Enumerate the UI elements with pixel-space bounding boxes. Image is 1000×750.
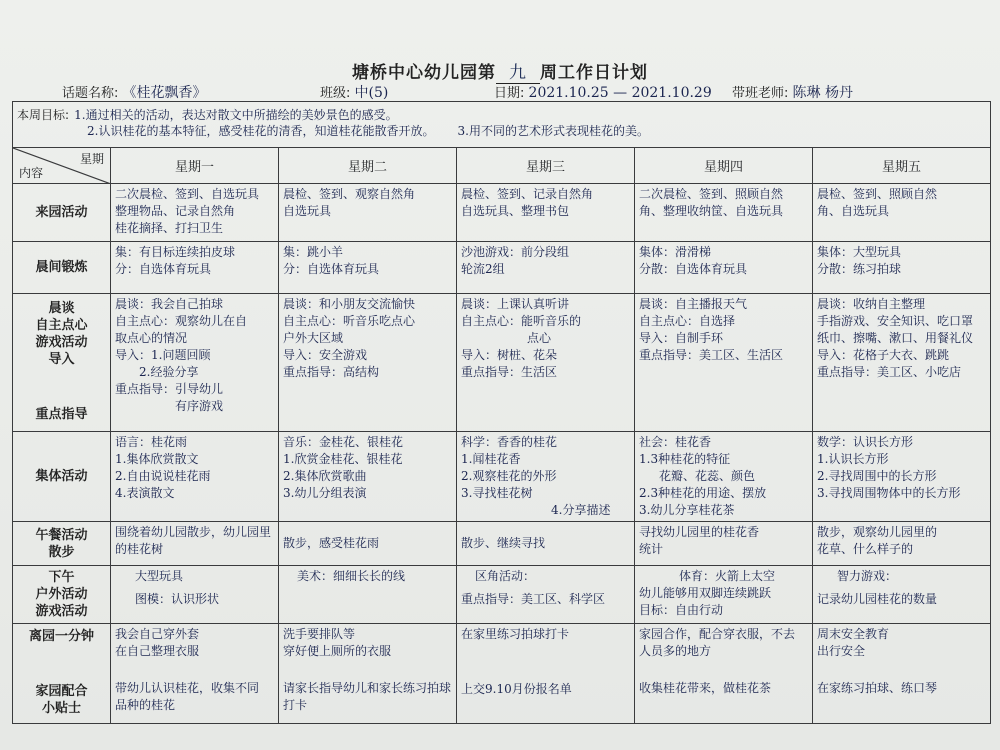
cell-text-line: 角、整理收纳筐、自选玩具 [639, 204, 784, 218]
cell-text-line: 导入：树桩、花朵 [461, 348, 558, 362]
cell-text-line: 点心 [527, 331, 552, 345]
cell-morning-wed [457, 294, 635, 432]
cell-afternoon-tue [279, 566, 457, 624]
cell-text-line: 重点指导：生活区 [461, 365, 558, 379]
cell-text-line: 纸巾、擦嘴、漱口、用餐礼仪 [817, 331, 974, 345]
cell-text-line: 2.自由说说桂花雨 [115, 469, 211, 483]
goal-2: 2.认识桂花的基本特征，感受桂花的清香，知道桂花能散香开放。 [87, 124, 435, 138]
cell-text-line: 散步，感受桂花雨 [283, 536, 380, 550]
cell-morning-mon [111, 294, 279, 432]
goals-label: 本周目标: [17, 108, 70, 122]
cell-text-line: 有序游戏 [175, 399, 224, 413]
cell-afternoon-fri [813, 566, 991, 624]
topic-field [62, 82, 207, 102]
cell-group-tue [279, 432, 457, 522]
label-home-tips [13, 683, 110, 717]
cell-text-line: 上交9.10月份报名单 [461, 682, 572, 696]
cell-lunch-tue [279, 522, 457, 566]
cell-text-line: 体育：火箭上太空 [679, 569, 776, 583]
title-suffix: 周工作日计划 [540, 63, 648, 83]
class-field [320, 82, 388, 102]
cell-lunch-thu [635, 522, 813, 566]
cell-text-line: 带幼儿认识桂花，收集不同 [115, 681, 260, 695]
class-label: 班级: [320, 86, 351, 101]
cell-text-line: 2.经验分享 [139, 365, 199, 379]
cell-text-line: 1.欣赏金桂花、银桂花 [283, 452, 403, 466]
cell-text-line: 游戏活动 [35, 604, 88, 619]
label-focus: 重点指导 [35, 407, 88, 422]
cell-text-line: 1.认识长方形 [817, 452, 889, 466]
cell-text-line: 重点指导：美工区、科学区 [461, 592, 606, 606]
date-field [494, 82, 712, 101]
cell-text-line: 3.幼儿分组表演 [283, 486, 367, 500]
cell-text-line: 分散：自选体育玩具 [639, 262, 748, 276]
page-title [0, 58, 1000, 84]
label-arrival: 来园活动 [13, 184, 111, 242]
cell-text-line: 散步，观察幼儿园里的 [817, 525, 938, 539]
row-exercise [13, 242, 991, 294]
cell-text-line: 桂花摘择、打扫卫生 [115, 221, 224, 235]
cell-text-line: 晨谈：上课认真听讲 [461, 297, 570, 311]
cell-departure-fri [813, 624, 991, 724]
label-departure [13, 624, 111, 724]
day-wednesday: 星期三 [457, 148, 635, 184]
cell-text-line: 出行安全 [817, 644, 866, 658]
cell-afternoon-mon [111, 566, 279, 624]
cell-text-line: 目标：自由行动 [639, 603, 724, 617]
date-value: 2021.10.25 — 2021.10.29 [528, 85, 712, 101]
cell-exercise-fri [813, 242, 991, 294]
cell-text-line: 晨谈 [48, 301, 75, 316]
cell-text-line: 散步、继续寻找 [461, 536, 546, 550]
cell-text-line: 自选玩具、整理书包 [461, 204, 570, 218]
cell-text-line: 图模：认识形状 [135, 592, 220, 606]
cell-text-line: 散步 [48, 544, 75, 560]
cell-text-line: 3.寻找桂花树 [461, 486, 533, 500]
day-tuesday: 星期二 [279, 148, 457, 184]
cell-text-line: 取点心的情况 [115, 331, 188, 345]
topic-value: 《桂花飘香》 [122, 85, 207, 101]
label-group: 集体活动 [13, 432, 111, 522]
cell-text-line: 穿好便上厕所的衣服 [283, 644, 392, 658]
cell-text-line: 自主点心：观察幼儿在自 [115, 314, 248, 328]
topic-label: 话题名称: [62, 86, 119, 101]
cell-text-line: 在家里练习拍球打卡 [461, 627, 570, 641]
corner-cell [13, 148, 111, 184]
cell-group-thu [635, 432, 813, 522]
goal-3: 3.用不同的艺术形式表现桂花的美。 [457, 124, 649, 138]
cell-text-line: 自主点心：能听音乐的 [461, 314, 582, 328]
cell-text-line: 的桂花树 [115, 542, 164, 556]
cell-text-line: 晨谈：收纳自主整理 [817, 297, 926, 311]
cell-text-line: 4.表演散文 [115, 486, 175, 500]
teacher-field [732, 82, 853, 102]
cell-text-line: 自主点心：自选择 [639, 314, 736, 328]
cell-morning-thu [635, 294, 813, 432]
goals-row [13, 102, 991, 148]
cell-text-line: 轮流2组 [461, 262, 505, 276]
cell-text-line: 整理物品、记录自然角 [115, 204, 236, 218]
cell-arrival-tue [279, 184, 457, 242]
cell-text-line: 二次晨检、签到、照顾自然 [639, 187, 784, 201]
cell-text-line: 大型玩具 [135, 569, 184, 583]
cell-text-line: 美术：细细长长的线 [297, 569, 406, 583]
label-lunch [13, 522, 111, 566]
cell-text-line: 手指游戏、安全知识、吃口罩 [817, 314, 974, 328]
cell-morning-tue [279, 294, 457, 432]
cell-lunch-mon [111, 522, 279, 566]
cell-departure-tue [279, 624, 457, 724]
week-number: 九 [496, 58, 540, 84]
cell-exercise-tue [279, 242, 457, 294]
cell-afternoon-wed [457, 566, 635, 624]
cell-text-line: 沙池游戏：前分段组 [461, 245, 570, 259]
cell-text-line: 3.寻找周围物体中的长方形 [817, 486, 961, 500]
cell-text-line: 重点指导：美工区、小吃店 [817, 365, 962, 379]
cell-text-line: 收集桂花带来，做桂花茶 [639, 681, 772, 695]
day-friday: 星期五 [813, 148, 991, 184]
cell-text-line: 晨谈：自主播报天气 [639, 297, 748, 311]
cell-departure-thu [635, 624, 813, 724]
cell-text-line: 音乐：金桂花、银桂花 [283, 435, 404, 449]
cell-text-line: 集体：滑滑梯 [639, 245, 712, 259]
cell-text-line: 离园一分钟 [28, 629, 94, 644]
goals-cell [13, 102, 991, 148]
cell-afternoon-thu [635, 566, 813, 624]
cell-text-line: 户外活动 [35, 587, 88, 602]
cell-text-line: 语言：桂花雨 [115, 435, 188, 449]
row-lunch [13, 522, 991, 566]
cell-text-line: 花草、什么样子的 [817, 542, 914, 556]
cell-group-wed [457, 432, 635, 522]
cell-arrival-mon [111, 184, 279, 242]
cell-text-line: 社会：桂花香 [639, 435, 712, 449]
cell-text-line: 晨检、签到、观察自然角 [283, 187, 416, 201]
cell-text-line: 统计 [639, 542, 664, 556]
cell-text-line: 重点指导：高结构 [283, 365, 380, 379]
cell-arrival-fri [813, 184, 991, 242]
cell-text-line: 3.幼儿分享桂花茶 [639, 503, 735, 517]
cell-morning-fri [813, 294, 991, 432]
cell-lunch-wed [457, 522, 635, 566]
cell-text-line: 角、自选玩具 [817, 204, 890, 218]
cell-text-line: 重点指导：引导幼儿 [115, 382, 224, 396]
cell-text-line: 2.集体欣赏歌曲 [283, 469, 367, 483]
day-monday: 星期一 [111, 148, 279, 184]
cell-text-line: 集：有目标连续拍皮球 [115, 245, 236, 259]
cell-text-line: 导入：1.问题回顾 [115, 348, 211, 362]
cell-text-line: 晨谈：和小朋友交流愉快 [283, 297, 416, 311]
cell-text-line: 集体：大型玩具 [817, 245, 902, 259]
cell-text-line: 晨检、签到、记录自然角 [461, 187, 594, 201]
cell-text-line: 导入：自制手环 [639, 331, 724, 345]
cell-text-line: 分散：练习拍球 [817, 262, 902, 276]
cell-text-line: 1.集体欣赏散文 [115, 452, 199, 466]
cell-text-line: 二次晨检、签到、自选玩具 [115, 187, 260, 201]
cell-exercise-mon [111, 242, 279, 294]
label-morning [13, 294, 111, 432]
cell-text-line: 自主点心 [35, 318, 88, 333]
class-value: 中(5) [354, 85, 389, 101]
cell-text-line: 区角活动： [475, 569, 536, 583]
cell-text-line: 在自己整理衣服 [115, 644, 200, 658]
cell-group-fri [813, 432, 991, 522]
cell-arrival-thu [635, 184, 813, 242]
cell-text-line: 我会自己穿外套 [115, 627, 200, 641]
cell-text-line: 打卡 [283, 698, 308, 712]
cell-text-line: 晨检、签到、照顾自然 [817, 187, 938, 201]
cell-text-line: 晨谈：我会自己拍球 [115, 297, 224, 311]
row-morning [13, 294, 991, 432]
cell-text-line: 数学：认识长方形 [817, 435, 914, 449]
cell-text-line: 寻找幼儿园里的桂花香 [639, 525, 760, 539]
row-afternoon [13, 566, 991, 624]
cell-text-line: 导入：花格子大衣、跳跳 [817, 348, 950, 362]
goal-1: 1.通过相关的活动，表达对散文中所描绘的美妙景色的感受。 [74, 108, 398, 122]
cell-exercise-thu [635, 242, 813, 294]
cell-text-line: 家园合作，配合穿衣服，不去 [639, 627, 796, 641]
cell-text-line: 4.分享描述 [551, 503, 611, 517]
cell-text-line: 记录幼儿园桂花的数量 [817, 592, 938, 606]
cell-text-line: 围绕着幼儿园散步，幼儿园里 [115, 525, 272, 539]
cell-text-line: 游戏活动 [35, 335, 88, 350]
cell-lunch-fri [813, 522, 991, 566]
cell-text-line: 导入 [48, 352, 75, 367]
row-arrival [13, 184, 991, 242]
label-exercise: 晨间锻炼 [13, 242, 111, 294]
cell-text-line: 集：跳小羊 [283, 245, 344, 259]
cell-text-line: 2.观察桂花的外形 [461, 469, 557, 483]
cell-text-line: 2.3种桂花的用途、摆放 [639, 486, 767, 500]
corner-top-label: 星期 [79, 152, 104, 166]
cell-text-line: 智力游戏： [837, 569, 898, 583]
corner-bottom-label: 内容 [19, 166, 44, 180]
row-departure [13, 624, 991, 724]
cell-text-line: 花瓣、花蕊、颜色 [659, 469, 756, 483]
cell-text-line: 品种的桂花 [115, 698, 176, 712]
cell-text-line: 小贴士 [41, 701, 81, 716]
cell-text-line: 重点指导：美工区、生活区 [639, 348, 784, 362]
cell-text-line: 洗手要排队等 [283, 627, 356, 641]
cell-text-line: 人员多的地方 [639, 644, 712, 658]
cell-text-line: 家园配合 [35, 684, 88, 699]
cell-text-line: 在家练习拍球、练口琴 [817, 681, 938, 695]
header-row [13, 148, 991, 184]
teacher-value: 陈琳 杨丹 [792, 85, 853, 101]
date-label: 日期: [494, 86, 525, 101]
day-thursday: 星期四 [635, 148, 813, 184]
cell-text-line: 导入：安全游戏 [283, 348, 368, 362]
cell-text-line: 户外大区域 [283, 331, 344, 345]
teacher-label: 带班老师: [732, 86, 789, 101]
row-group [13, 432, 991, 522]
cell-text-line: 2.寻找周围中的长方形 [817, 469, 937, 483]
cell-text-line: 请家长指导幼儿和家长练习拍球 [283, 681, 452, 695]
cell-text-line: 分：自选体育玩具 [283, 262, 380, 276]
cell-text-line: 周末安全教育 [817, 627, 890, 641]
cell-text-line: 午餐活动 [35, 527, 88, 543]
cell-text-line: 下午 [48, 570, 75, 585]
cell-text-line: 1.3种桂花的特征 [639, 452, 731, 466]
plan-table [12, 101, 991, 724]
label-afternoon [13, 566, 111, 624]
cell-departure-wed [457, 624, 635, 724]
cell-text-line: 分：自选体育玩具 [115, 262, 212, 276]
cell-text-line: 自选玩具 [283, 204, 332, 218]
cell-text-line: 科学：香香的桂花 [461, 435, 558, 449]
cell-text-line: 自主点心：听音乐吃点心 [283, 314, 416, 328]
cell-exercise-wed [457, 242, 635, 294]
cell-text-line: 1.闻桂花香 [461, 452, 521, 466]
title-prefix: 塘桥中心幼儿园第 [352, 63, 496, 83]
cell-group-mon [111, 432, 279, 522]
cell-text-line: 幼儿能够用双脚连续跳跃 [639, 586, 772, 600]
cell-departure-mon [111, 624, 279, 724]
cell-arrival-wed [457, 184, 635, 242]
